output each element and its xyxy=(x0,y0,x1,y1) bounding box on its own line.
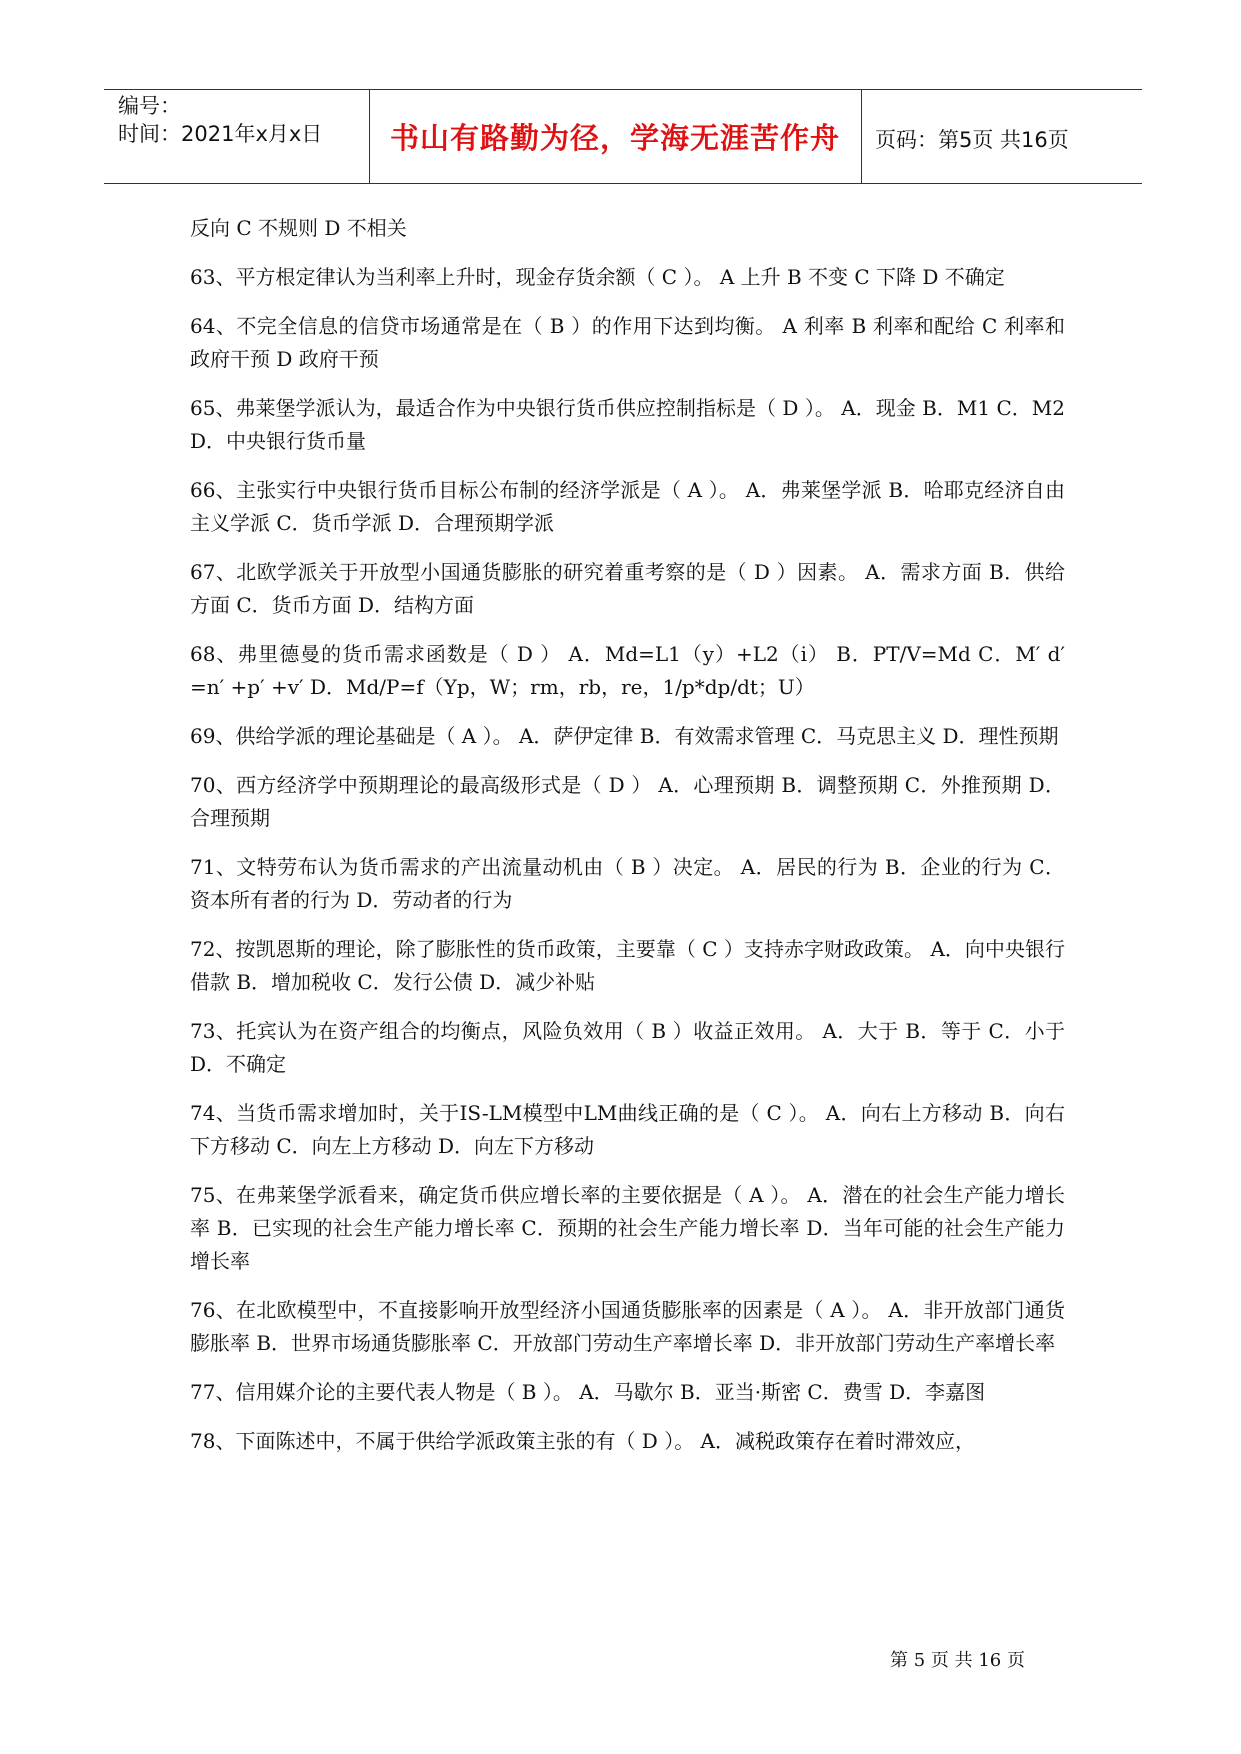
header-divider-right xyxy=(861,89,862,183)
header-page-info: 页码：第5页 共16页 xyxy=(875,128,1069,152)
question-69: 69、供给学派的理论基础是（ A ）。 A．萨伊定律 B．有效需求管理 C．马克思主义 D．理性预期 xyxy=(190,724,1059,748)
header-bottom-rule xyxy=(104,183,1142,184)
question-continuation-62: 反向 C 不规则 D 不相关 xyxy=(190,216,407,240)
header-meta xyxy=(118,92,322,148)
question-63: 63、平方根定律认为当利率上升时，现金存货余额（ C ）。 A 上升 B 不变 C 下降 D 不确定 xyxy=(190,265,1005,289)
document-time-label: 时间：2021年x月x日 xyxy=(118,122,323,146)
header-motto: 书山有路勤为径，学海无涯苦作舟 xyxy=(389,121,840,155)
question-64: 64、不完全信息的信贷市场通常是在（ B ）的作用下达到均衡。 A 利率 B 利率和配给 C 利率和政府干预 D 政府干预 xyxy=(190,314,1065,371)
question-78: 78、下面陈述中，不属于供给学派政策主张的有（ D ）。 A．减税政策存在着时滞效应， xyxy=(190,1429,975,1453)
document-body xyxy=(190,212,1065,1474)
page-footer: 第 5 页 共 16 页 xyxy=(890,1650,1025,1671)
question-67: 67、北欧学派关于开放型小国通货膨胀的研究着重考察的是（ D ）因素。 A．需求方面 B．供给方面 C．货币方面 D．结构方面 xyxy=(190,560,1065,617)
document-number-label: 编号： xyxy=(118,94,181,118)
question-68: 68、弗里德曼的货币需求函数是（ D ） A．Md=L1（y）+L2（i） B．PT/V=Md C．M′ d′ =n′ +p′ +v′ D．Md/P=f（Yp，W；rm，rb，re，1/p*dp/dt；U） xyxy=(190,642,1065,699)
question-65: 65、弗莱堡学派认为，最适合作为中央银行货币供应控制指标是（ D ）。 A．现金 B．M1 C．M2 D．中央银行货币量 xyxy=(190,396,1065,453)
question-71: 71、文特劳布认为货币需求的产出流量动机由（ B ）决定。 A．居民的行为 B．企业的行为 C．资本所有者的行为 D．劳动者的行为 xyxy=(190,855,1065,912)
question-72: 72、按凯恩斯的理论，除了膨胀性的货币政策，主要靠（ C ）支持赤字财政政策。 A．向中央银行借款 B．增加税收 C．发行公债 D．减少补贴 xyxy=(190,937,1065,994)
question-74: 74、当货币需求增加时，关于IS-LM模型中LM曲线正确的是（ C ）。 A．向右上方移动 B．向右下方移动 C．向左上方移动 D．向左下方移动 xyxy=(190,1101,1065,1158)
question-70: 70、西方经济学中预期理论的最高级形式是（ D ） A．心理预期 B．调整预期 C．外推预期 D．合理预期 xyxy=(190,773,1065,830)
question-75: 75、在弗莱堡学派看来，确定货币供应增长率的主要依据是（ A ）。 A．潜在的社会生产能力增长率 B．已实现的社会生产能力增长率 C．预期的社会生产能力增长率 D．当年可能的社会生产能力增长率 xyxy=(190,1183,1065,1273)
question-66: 66、主张实行中央银行货币目标公布制的经济学派是（ A ）。 A．弗莱堡学派 B．哈耶克经济自由主义学派 C．货币学派 D．合理预期学派 xyxy=(190,478,1065,535)
header-top-rule xyxy=(104,89,1142,90)
question-73: 73、托宾认为在资产组合的均衡点，风险负效用（ B ）收益正效用。 A．大于 B．等于 C．小于 D．不确定 xyxy=(190,1019,1065,1076)
question-77: 77、信用媒介论的主要代表人物是（ B ）。 A．马歇尔 B．亚当·斯密 C．费雪 D．李嘉图 xyxy=(190,1380,986,1404)
question-76: 76、在北欧模型中，不直接影响开放型经济小国通货膨胀率的因素是（ A ）。 A．非开放部门通货膨胀率 B．世界市场通货膨胀率 C．开放部门劳动生产率增长率 D．非开放部门劳动生产率增长率 xyxy=(190,1298,1065,1355)
